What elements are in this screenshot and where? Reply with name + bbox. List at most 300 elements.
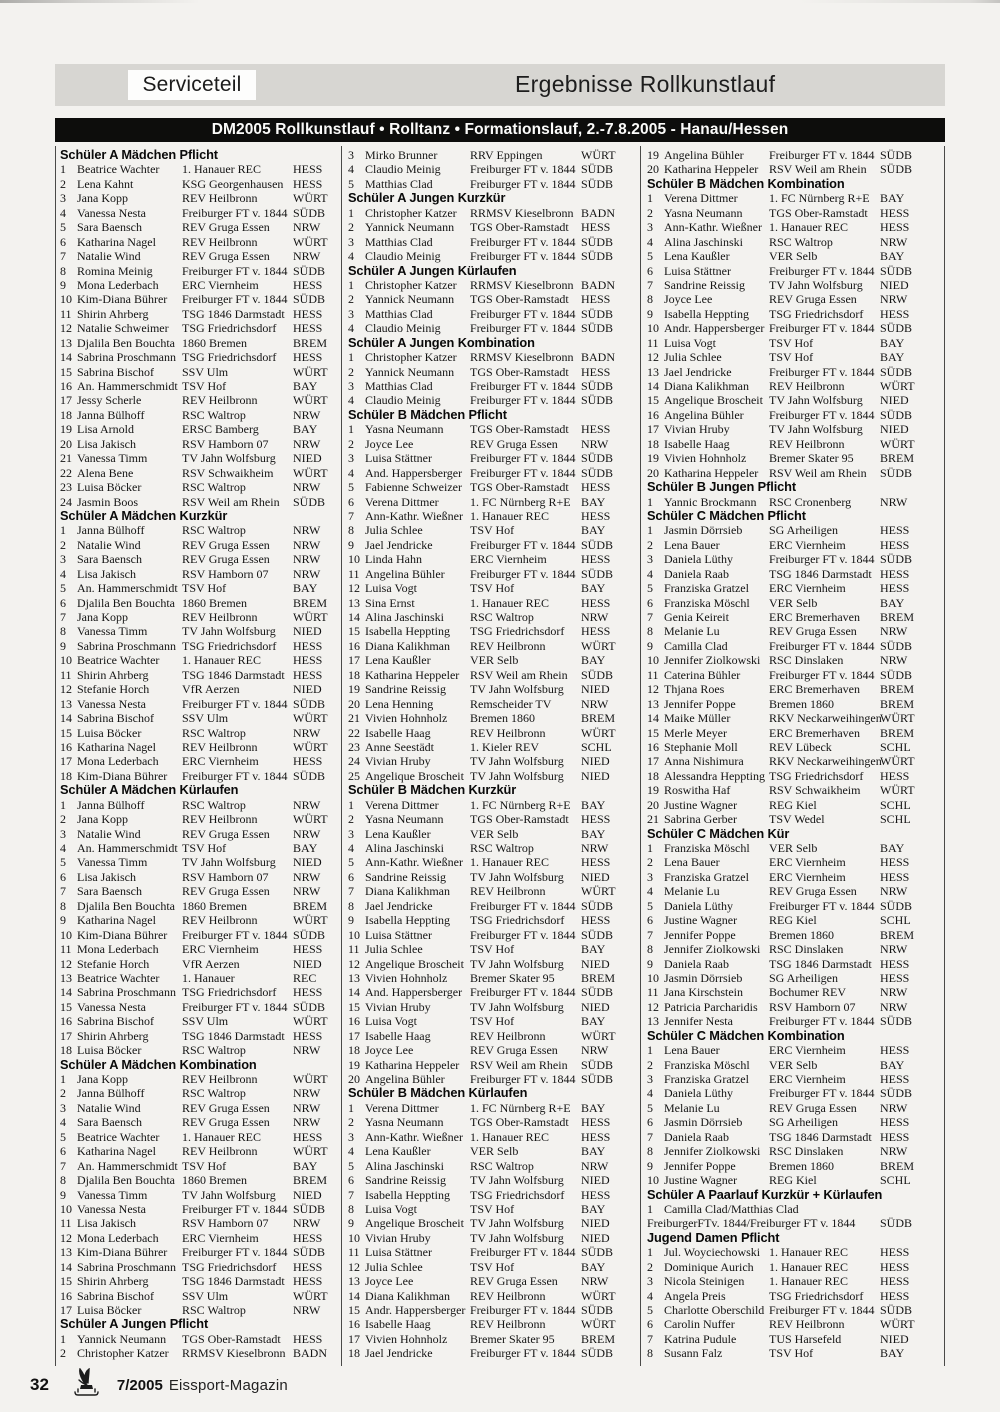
cell-name: Jana Kopp: [77, 1072, 128, 1086]
result-row: [647, 624, 944, 638]
cell-name: Vanessa Nesta: [77, 999, 146, 1014]
cell-rank: 16: [647, 739, 659, 754]
cell-name: Andr. Happersberger: [365, 1303, 466, 1317]
cell-region: HESS: [293, 176, 323, 191]
cell-club: SSV Ulm: [182, 364, 229, 379]
result-row: [647, 495, 944, 509]
cell-rank: 4: [647, 234, 653, 249]
cell-club: RSC Dinslaken: [769, 1144, 844, 1159]
cell-name: Angelina Bühler: [664, 148, 744, 162]
cell-name: Isabelle Haag: [365, 725, 431, 740]
cell-rank: 14: [60, 1259, 72, 1274]
result-row: [647, 148, 944, 162]
cell-club: REV Heilbronn: [470, 1317, 546, 1332]
cell-region: HESS: [581, 480, 611, 495]
cell-rank: 23: [348, 739, 360, 754]
cell-rank: 10: [348, 1230, 360, 1245]
cell-club: 1. Kieler REV: [470, 739, 539, 754]
cell-club: REV Heilbronn: [769, 379, 845, 393]
cell-name: Matthias Clad: [365, 234, 433, 249]
cell-rank: 15: [60, 725, 72, 740]
cell-club: TSV Hof: [470, 1259, 515, 1274]
cell-name: Stefanie Horch: [77, 682, 150, 697]
cell-region: SCHL: [880, 913, 911, 928]
cell-name: An. Hammerschmidt: [77, 841, 178, 855]
result-row: [60, 697, 341, 711]
cell-club: 1. Hanauer REC: [769, 1245, 848, 1260]
cell-region: NRW: [293, 1086, 321, 1101]
cell-club: Freiburger FT v. 1844: [182, 205, 288, 220]
cell-name: Daniela Lüthy: [664, 898, 733, 913]
cell-name: And. Happersberger: [365, 465, 463, 480]
cell-club: Freiburger FT v. 1844: [470, 898, 576, 913]
cell-name: Mirko Brunner: [365, 148, 438, 162]
result-row: [647, 1274, 944, 1288]
cell-rank: 11: [647, 985, 659, 1000]
cell-name: Katharina Nagel: [77, 739, 156, 754]
cell-name: Christopher Katzer: [365, 205, 457, 220]
cell-rank: 10: [647, 970, 659, 985]
serviceteil-box: [128, 70, 256, 100]
cell-club: Freiburger FT v. 1844: [470, 465, 576, 480]
cell-name: Justine Wagner: [664, 797, 738, 812]
result-row: [60, 812, 341, 826]
cell-region: NIED: [293, 682, 322, 697]
cell-region: BREM: [581, 711, 616, 726]
result-row: [348, 899, 640, 913]
cell-club: TSG Friedrichsdorf: [182, 1259, 277, 1274]
cell-name: Sabrina Bischof: [77, 711, 154, 726]
result-row: [647, 162, 944, 176]
cell-rank: 3: [647, 552, 653, 567]
cell-region: NRW: [880, 292, 908, 307]
cell-name: Yasna Neumann: [664, 205, 743, 220]
results-column-2: [342, 146, 641, 1366]
cell-region: HESS: [880, 1129, 910, 1144]
cell-name: Christopher Katzer: [365, 277, 457, 292]
cell-region: WÜRT: [293, 364, 328, 379]
cell-name: Vivian Hruby: [664, 422, 730, 437]
cell-name: Daniela Lüthy: [664, 552, 733, 567]
result-row: [60, 408, 341, 422]
result-row: [348, 422, 640, 436]
cell-rank: 19: [647, 148, 659, 162]
cell-rank: 10: [647, 321, 659, 336]
cell-rank: 5: [60, 1129, 66, 1144]
cell-name: Joyce Lee: [365, 1274, 414, 1289]
cell-name: Daniela Raab: [664, 566, 729, 581]
result-row: [60, 552, 341, 566]
cell-rank: 7: [647, 277, 653, 292]
cell-club: RSV Hamborn 07: [769, 999, 856, 1014]
cell-name: Kim-Diana Bührer: [77, 768, 168, 783]
cell-region: SÜDB: [581, 1346, 614, 1361]
cell-rank: 22: [348, 725, 360, 740]
result-row: [348, 827, 640, 841]
result-row: [60, 798, 341, 812]
cell-rank: 25: [348, 768, 360, 783]
cell-club: RSC Dinslaken: [769, 653, 844, 668]
cell-club: RSV Schwaikheim: [182, 465, 274, 480]
winged-skate-icon: [71, 1368, 105, 1403]
cell-name: Maike Müller: [664, 711, 731, 726]
cell-rank: 1: [348, 277, 354, 292]
result-row: [60, 1274, 341, 1288]
section-heading: Schüler C Mädchen Pflicht: [647, 507, 806, 523]
cell-name: Franziska Gratzel: [664, 1072, 749, 1086]
cell-rank: 1: [348, 350, 354, 365]
cell-region: BREM: [880, 927, 915, 942]
cell-rank: 1: [647, 1043, 653, 1058]
cell-name: Lena Kaußler: [365, 826, 431, 841]
cell-rank: 5: [647, 249, 653, 264]
result-row: [60, 884, 341, 898]
cell-region: NRW: [581, 696, 609, 711]
cell-name: Anna Nishimura: [664, 754, 744, 769]
cell-club: VER Selb: [769, 249, 818, 264]
cell-region: WÜRT: [293, 1288, 328, 1303]
result-row: [348, 1332, 640, 1346]
cell-name: Ann-Kathr. Wießner: [365, 1129, 463, 1144]
cell-club: RSC Waltrop: [182, 1303, 246, 1317]
cell-rank: 8: [60, 1173, 66, 1188]
cell-club: Freiburger FT v. 1844: [470, 1072, 576, 1086]
cell-rank: 6: [348, 869, 354, 884]
result-row: [348, 668, 640, 682]
cell-name: Katharina Heppeler: [365, 1057, 460, 1072]
cell-region: [880, 1202, 944, 1216]
cell-club: Bremen 1860: [470, 711, 535, 726]
result-row: [348, 509, 640, 523]
result-row: [647, 610, 944, 624]
cell-region: BAY: [581, 826, 606, 841]
cell-rank: 5: [348, 480, 354, 495]
cell-region: WÜRT: [880, 436, 915, 451]
cell-name: Janna Bülhoff: [77, 523, 145, 538]
result-row: [647, 336, 944, 350]
cell-region: SÜDB: [581, 234, 614, 249]
cell-club: ERSC Bamberg: [182, 422, 259, 437]
cell-rank: 4: [348, 162, 354, 177]
result-row: [60, 711, 341, 725]
cell-club: 1860 Bremen: [182, 335, 247, 350]
result-row: [60, 682, 341, 696]
cell-rank: 5: [348, 855, 354, 870]
cell-name: Mona Lederbach: [77, 277, 159, 292]
result-row: [60, 249, 341, 263]
cell-rank: 14: [348, 1288, 360, 1303]
cell-name: Dominique Aurich: [664, 1259, 754, 1274]
cell-name: Jennifer Poppe: [664, 1158, 736, 1173]
cell-rank: 14: [60, 350, 72, 365]
cell-name: Katharina Heppeler: [365, 667, 460, 682]
cell-club: REG Kiel: [769, 797, 817, 812]
cell-region: HESS: [581, 1187, 611, 1202]
cell-region: WÜRT: [581, 1317, 616, 1332]
cell-rank: 4: [60, 205, 66, 220]
magazine-name: Eissport-Magazin: [168, 1376, 288, 1394]
cell-rank: 12: [647, 682, 659, 697]
cell-name: Luisa Vogt: [664, 335, 716, 350]
cell-rank: 2: [348, 220, 354, 235]
cell-region: HESS: [880, 1259, 910, 1274]
cell-rank: 14: [60, 985, 72, 1000]
cell-region: SÜDB: [581, 393, 614, 408]
cell-club: 1860 Bremen: [182, 595, 247, 610]
cell-club: ERC Bremerhaven: [769, 682, 860, 697]
cell-club: TV Jahn Wolfsburg: [769, 277, 863, 292]
result-row: [647, 928, 944, 942]
cell-region: SÜDB: [880, 667, 913, 682]
cell-rank: 1: [647, 1245, 653, 1260]
result-row: [348, 1231, 640, 1245]
cell-club: Freiburger FT v. 1844: [769, 552, 875, 567]
cell-club: Bremer Skater 95: [470, 1331, 555, 1346]
cell-name: Djalila Ben Bouchta: [77, 1173, 175, 1188]
cell-region: SÜDB: [880, 1303, 913, 1317]
cell-rank: 17: [348, 1331, 360, 1346]
result-row: [348, 235, 640, 249]
cell-region: BADN: [581, 277, 616, 292]
result-row: [348, 581, 640, 595]
cell-rank: 6: [647, 595, 653, 610]
result-row: [60, 480, 341, 494]
cell-region: NIED: [581, 754, 610, 769]
result-row: [60, 1289, 341, 1303]
cell-region: WÜRT: [293, 393, 328, 408]
cell-rank: 9: [647, 1158, 653, 1173]
cell-club: TSG Friedrichsdorf: [769, 1288, 864, 1303]
cell-region: SÜDB: [880, 638, 913, 653]
cell-region: BAY: [581, 1014, 606, 1029]
cell-region: WÜRT: [293, 711, 328, 726]
cell-name: Melanie Lu: [664, 884, 720, 899]
cell-region: WÜRT: [293, 234, 328, 249]
cell-name: Vivien Hohnholz: [365, 1331, 448, 1346]
cell-rank: 11: [348, 1245, 360, 1260]
cell-region: HESS: [880, 1288, 910, 1303]
header-band: [55, 64, 945, 106]
result-row: [348, 596, 640, 610]
cell-region: WÜRT: [880, 783, 915, 798]
result-row: [647, 437, 944, 451]
cell-name: Sara Baensch: [77, 552, 142, 567]
cell-name: Christopher Katzer: [365, 350, 457, 365]
cell-rank: 1: [60, 1331, 66, 1346]
result-row: [647, 754, 944, 768]
cell-region: HESS: [880, 306, 910, 321]
cell-rank: 19: [60, 422, 72, 437]
cell-name: Isabelle Haag: [365, 1028, 431, 1043]
cell-club: REV Heilbronn: [182, 739, 258, 754]
cell-club: TSV Hof: [470, 1014, 515, 1029]
cell-rank: 2: [647, 1259, 653, 1274]
cell-name: Sabrina Gerber: [664, 812, 737, 827]
result-row: [348, 480, 640, 494]
result-row: [60, 365, 341, 379]
cell-rank: 7: [60, 249, 66, 264]
cell-region: NRW: [293, 826, 321, 841]
cell-rank: 12: [647, 999, 659, 1014]
cell-name: Yasna Neumann: [365, 1115, 444, 1130]
result-row: [60, 162, 341, 176]
result-row: [348, 1202, 640, 1216]
section-heading: Schüler A Paarlauf Kurzkür + Kürlaufen: [647, 1186, 883, 1202]
cell-rank: 12: [348, 1259, 360, 1274]
result-row: [348, 928, 640, 942]
cell-club: TV Jahn Wolfsburg: [470, 768, 564, 783]
section-heading: Schüler A Jungen Pflicht: [60, 1316, 209, 1332]
result-row: [60, 957, 341, 971]
cell-name: Katharina Heppeler: [664, 465, 759, 480]
cell-region: HESS: [880, 537, 910, 552]
cell-name: Lena Kaußler: [365, 653, 431, 668]
cell-name: Angelina Bühler: [664, 407, 744, 422]
result-row: [60, 1231, 341, 1245]
result-row: [60, 422, 341, 436]
cell-club: TV Jahn Wolfsburg: [769, 422, 863, 437]
cell-club: REV Heilbronn: [182, 1072, 258, 1086]
cell-club: RSV Hamborn 07: [182, 436, 269, 451]
cell-region: HESS: [880, 523, 910, 538]
cell-rank: 16: [348, 1317, 360, 1332]
cell-club: RSV Weil am Rhein: [769, 465, 867, 480]
section-heading: Schüler C Mädchen Kür: [647, 825, 790, 841]
cell-rank: 8: [647, 1144, 653, 1159]
cell-region: SÜDB: [880, 162, 913, 177]
cell-name: Alina Jaschinski: [365, 1158, 444, 1173]
cell-rank: 3: [348, 826, 354, 841]
cell-region: HESS: [581, 624, 611, 639]
cell-region: NRW: [293, 1115, 321, 1130]
result-row: [647, 697, 944, 711]
cell-name: Diana Kalikhman: [365, 1288, 450, 1303]
cell-club: Freiburger FT v. 1844: [769, 898, 875, 913]
cell-rank: 7: [348, 1187, 354, 1202]
cell-club: 1. FC Nürnberg R+E: [769, 191, 870, 206]
cell-club: TGS Ober-Ramstadt: [470, 480, 569, 495]
cell-rank: 4: [60, 566, 66, 581]
result-row: [647, 307, 944, 321]
cell-club: TSG Friedrichsdorf: [769, 768, 864, 783]
cell-club: TSV Wedel: [769, 812, 825, 827]
cell-rank: 13: [348, 1274, 360, 1289]
result-row: [60, 393, 341, 407]
cell-club: TGS Ober-Ramstadt: [470, 812, 569, 827]
cell-name: Alessandra Heppting: [664, 768, 765, 783]
cell-region: SÜDB: [293, 768, 326, 783]
cell-region: SÜDB: [293, 263, 326, 278]
cell-region: BAY: [880, 595, 905, 610]
result-row: [348, 1000, 640, 1014]
result-row: [647, 942, 944, 956]
cell-region: BAY: [880, 249, 905, 264]
cell-region: HESS: [293, 942, 323, 957]
cell-region: HESS: [880, 970, 910, 985]
cell-region: BADN: [581, 350, 616, 365]
cell-rank: 13: [60, 696, 72, 711]
cell-name: Lisa Jakisch: [77, 869, 136, 884]
cell-club: TGS Ober-Ramstadt: [470, 292, 569, 307]
cell-club: 1. FC Nürnberg R+E: [470, 797, 571, 812]
cell-region: BAY: [880, 350, 905, 365]
cell-name: Isabella Heppting: [365, 624, 450, 639]
cell-region: HESS: [880, 1274, 910, 1289]
cell-club: Bremer Skater 95: [769, 451, 854, 466]
cell-region: HESS: [293, 1331, 323, 1346]
cell-region: SÜDB: [880, 898, 913, 913]
cell-rank: 2: [647, 1057, 653, 1072]
cell-region: WÜRT: [293, 191, 328, 206]
cell-club: REV Gruga Essen: [182, 1100, 270, 1115]
result-row: [647, 264, 944, 278]
cell-region: NRW: [880, 999, 908, 1014]
cell-region: BREM: [581, 970, 616, 985]
result-row: [60, 1159, 341, 1173]
cell-region: BREM: [880, 1158, 915, 1173]
cell-name: Shirin Ahrberg: [77, 1274, 149, 1289]
cell-name: Sara Baensch: [77, 1115, 142, 1130]
cell-club: TSG Friedrichsdorf: [470, 913, 565, 928]
result-row: [348, 1029, 640, 1043]
result-row: [348, 1317, 640, 1331]
cell-name: Alina Jaschinski: [664, 234, 743, 249]
cell-rank: 17: [348, 1028, 360, 1043]
cell-name: Natalie Wind: [77, 1100, 141, 1115]
page-title: Ergebnisse Rollkunstlauf: [515, 71, 776, 97]
result-row: [647, 1130, 944, 1144]
cell-rank: 16: [348, 638, 360, 653]
cell-rank: 10: [60, 292, 72, 307]
cell-rank: 3: [647, 1274, 653, 1289]
cell-rank: 5: [647, 581, 653, 596]
cell-rank: 1: [647, 1201, 653, 1216]
result-row: [647, 855, 944, 869]
cell-club: RSV Hamborn 07: [182, 1216, 269, 1231]
result-row: [348, 538, 640, 552]
cell-name: An. Hammerschmidt: [77, 581, 178, 596]
cell-name: Angelique Broscheit: [664, 393, 763, 408]
result-row: [647, 466, 944, 480]
cell-name: Matthias Clad: [365, 176, 433, 191]
cell-club: REV Heilbronn: [470, 884, 546, 899]
cell-name: Beatrice Wachter: [77, 1129, 160, 1144]
cell-name: Vanessa Timm: [77, 624, 148, 639]
result-row: [60, 451, 341, 465]
result-row: [647, 899, 944, 913]
result-row: [60, 177, 341, 191]
result-row: [60, 928, 341, 942]
cell-region: SÜDB: [880, 1086, 913, 1101]
cell-region: NRW: [293, 797, 321, 812]
cell-name: Jasmin Dörrsieb: [664, 970, 743, 985]
cell-region: HESS: [880, 956, 910, 971]
cell-club: TSG 1846 Darmstadt: [182, 667, 285, 682]
cell-club: RSC Waltrop: [470, 610, 534, 624]
result-row: [647, 1289, 944, 1303]
cell-name: Luisa Böcker: [77, 1303, 142, 1317]
cell-name: Joyce Lee: [365, 1043, 414, 1058]
cell-region: WÜRT: [293, 1144, 328, 1159]
cell-rank: 2: [348, 364, 354, 379]
cell-region: SÜDB: [293, 1201, 326, 1216]
cell-club: VER Selb: [769, 841, 818, 855]
result-row: [348, 682, 640, 696]
cell-name: Vivien Hohnholz: [365, 711, 448, 726]
cell-rank: 12: [60, 1230, 72, 1245]
cell-region: SÜDB: [880, 364, 913, 379]
cell-rank: 21: [348, 711, 360, 726]
